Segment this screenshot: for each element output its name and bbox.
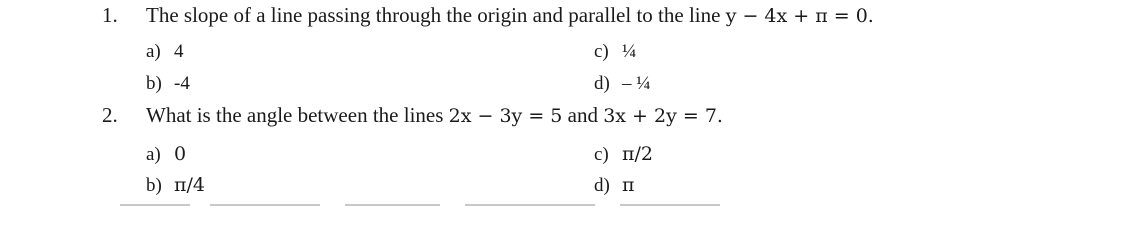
q2-option-c-value: π/2 [622,143,653,165]
q2-option-d-label: d) [594,175,610,196]
question-2-equation-1: 2x − 3y = 5 [448,105,563,127]
q2-option-d[interactable] [594,176,635,195]
question-1-equation: y − 4x + π = 0. [725,5,874,27]
question-2 [102,105,902,129]
q1-option-d-label: d) [594,73,610,94]
q1-option-b-label: b) [146,73,162,94]
q2-option-a-label: a) [146,144,161,165]
q2-option-b[interactable] [146,176,205,195]
q1-option-c-label: c) [594,41,609,62]
q2-option-c-label: c) [594,144,609,165]
q1-option-c[interactable] [594,42,636,61]
q1-option-b-value: -4 [174,73,190,94]
q2-option-b-value: π/4 [174,174,205,196]
q1-option-c-value: ¼ [622,41,637,62]
question-2-joiner: and [567,103,598,127]
clipped-text-fragment [120,204,740,208]
question-1-number: 1. [102,3,118,27]
q1-option-a[interactable] [146,42,184,61]
q1-option-b[interactable] [146,74,190,93]
q2-option-a[interactable] [146,145,186,164]
q2-option-d-value: π [622,174,635,196]
question-1-stem: The slope of a line passing through the origin and parallel to the line [146,3,721,27]
question-1-text [146,5,874,26]
q2-option-c[interactable] [594,145,653,164]
q2-option-a-value: 0 [174,143,187,165]
q1-option-a-label: a) [146,41,161,62]
question-2-number: 2. [102,103,118,127]
q1-option-a-value: 4 [174,41,184,62]
question-2-text [146,105,723,126]
q1-option-d-value: – ¼ [622,73,651,94]
q2-option-b-label: b) [146,175,162,196]
question-1 [102,5,1032,29]
question-2-stem: What is the angle between the lines [146,103,444,127]
q1-option-d[interactable] [594,74,651,93]
question-2-equation-2: 3x + 2y = 7. [603,105,723,127]
